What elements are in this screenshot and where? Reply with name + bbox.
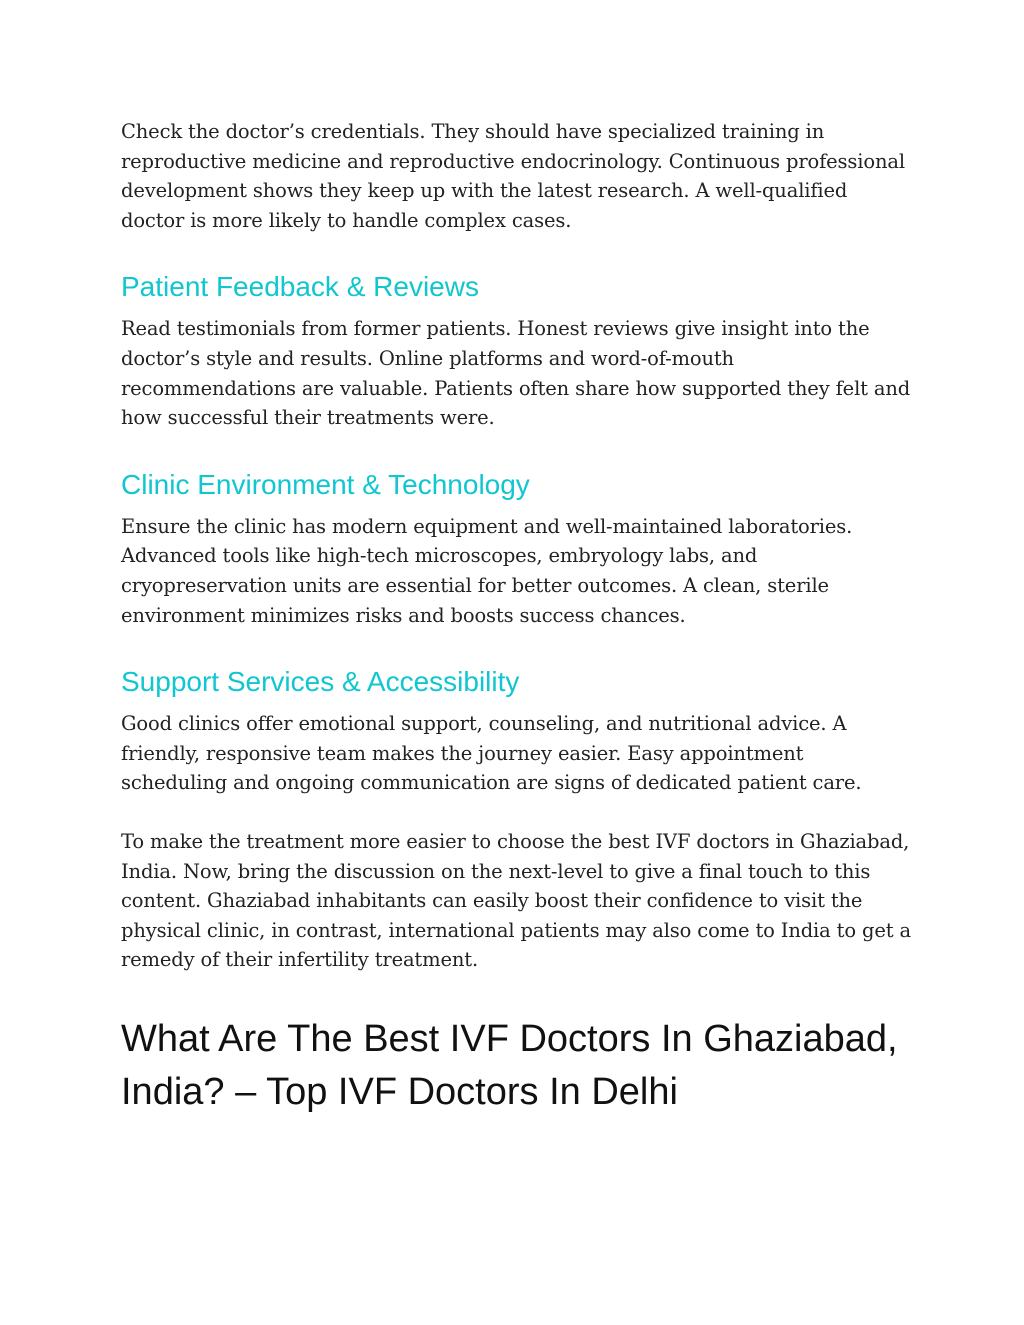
section-paragraph-patient-feedback: Read testimonials from former patients. Honest reviews give insight into the doctor’s style and results. Online platforms and word-of-mouth recommendations are valuable. Patients often share how supported they felt and how successful their treatments were. [121,317,911,430]
intro-paragraph: Check the doctor’s credentials. They should have specialized training in reproductive medicine and reproductive endocrinology. Continuous professional development shows they keep up with the latest research. A well-qualified doctor is more likely to handle complex cases. [121,120,905,232]
main-heading: What Are The Best IVF Doctors In Ghaziabad, India? – Top IVF Doctors In Delhi [121,1017,898,1113]
document-page [121,117,911,1119]
section-heading-patient-feedback: Patient Feedback & Reviews [121,271,479,303]
section-heading-support-services: Support Services & Accessibility [121,666,520,698]
section-heading-clinic-environment: Clinic Environment & Technology [121,468,530,500]
conclusion-paragraph: To make the treatment more easier to choose the best IVF doctors in Ghaziabad, India. Now, bring the discussion on the next-level to give a final touch to this content. Ghaziabad inhabitants can easily boost their confidence to visit the physical clinic, in contrast, international patients may also come to India to get a remedy of their infertility treatment. [121,829,911,972]
section-paragraph-support-services: Good clinics offer emotional support, counseling, and nutritional advice. A friendly, responsive team makes the journey easier. Easy appointment scheduling and ongoing communication are signs of dedicated patient care. [121,712,862,795]
section-paragraph-clinic-environment: Ensure the clinic has modern equipment and well-maintained laboratories. Advanced tools like high-tech microscopes, embryology labs, and cryopreservation units are essential for better outcomes. A clean, sterile environment minimizes risks and boosts success chances. [121,514,853,627]
